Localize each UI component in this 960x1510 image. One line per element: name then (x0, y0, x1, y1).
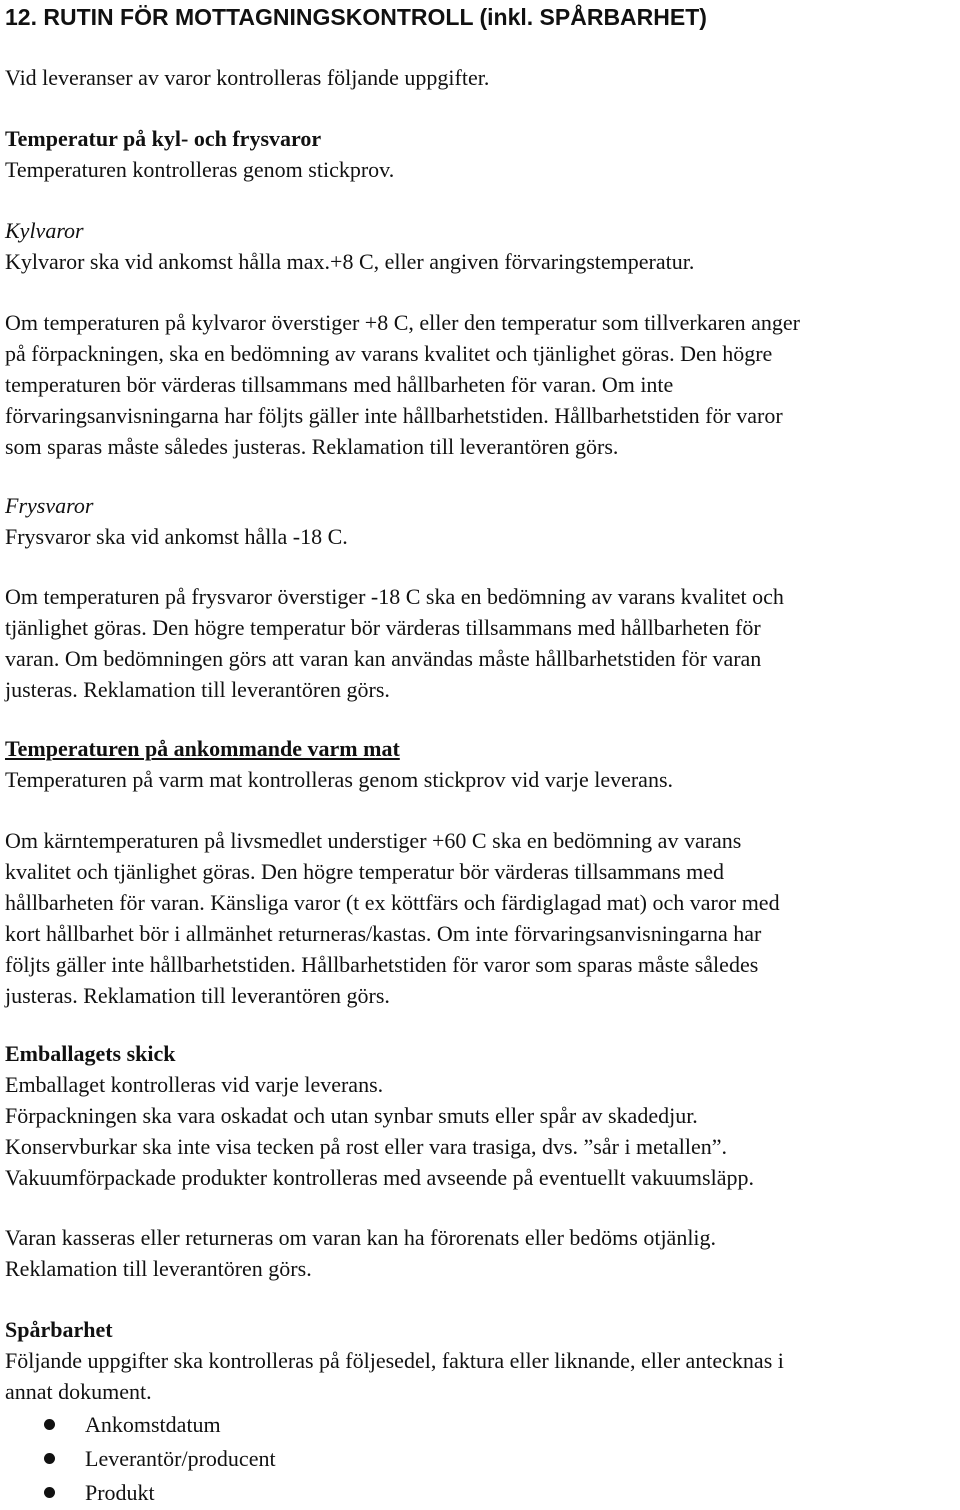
kylvaror-para-line: som sparas måste således justeras. Reklamation till leverantören görs. (5, 434, 619, 459)
page-title: 12. RUTIN FÖR MOTTAGNINGSKONTROLL (inkl. SPÅRBARHET) (5, 4, 707, 30)
subheading-frysvaror: Frysvaror (5, 493, 94, 518)
frysvaror-paragraph (5, 581, 957, 705)
subheading-kylvaror: Kylvaror (5, 218, 84, 243)
section-frysvaror (5, 490, 957, 552)
frysvaror-text: Frysvaror ska vid ankomst hålla -18 C. (5, 524, 348, 549)
varm-mat-paragraph (5, 825, 957, 1011)
bullet-icon (44, 1487, 55, 1498)
section-heading-varm-mat: Temperaturen på ankommande varm mat (5, 736, 400, 761)
intro-paragraph (5, 62, 957, 93)
emballage-paragraph (5, 1222, 957, 1284)
kylvaror-text: Kylvaror ska vid ankomst hålla max.+8 C, eller angiven förvaringstemperatur. (5, 249, 695, 274)
intro-text: Vid leveranser av varor kontrolleras följande uppgifter. (5, 65, 490, 90)
emballage-line: Emballaget kontrolleras vid varje leverans. (5, 1072, 384, 1097)
bullet-icon (44, 1453, 55, 1464)
varm-mat-para-line: följts gäller inte hållbarhetstiden. Hållbarhetstiden för varor som sparas måste således (5, 952, 759, 977)
section-emballage (5, 1038, 957, 1193)
emballage-para-line: Reklamation till leverantören görs. (5, 1256, 312, 1281)
section-heading-temp-kyl-frys: Temperatur på kyl- och frysvaror (5, 126, 322, 151)
section-text-temp-kyl-frys: Temperaturen kontrolleras genom stickprov. (5, 157, 395, 182)
varm-mat-para-line: hållbarheten för varan. Känsliga varor (t ex köttfärs och färdiglagad mat) och varor med (5, 890, 780, 915)
kylvaror-para-line: temperaturen bör värderas tillsammans med hållbarheten för varan. Om inte (5, 372, 674, 397)
emballage-line: Förpackningen ska vara oskadat och utan synbar smuts eller spår av skadedjur. (5, 1103, 698, 1128)
varm-mat-para-line: justeras. Reklamation till leverantören görs. (5, 983, 390, 1008)
emballage-line: Vakuumförpackade produkter kontrolleras med avseende på eventuellt vakuumsläpp. (5, 1165, 754, 1190)
sparbarhet-para-line: annat dokument. (5, 1379, 152, 1404)
list-item (5, 1408, 276, 1442)
emballage-para-line: Varan kasseras eller returneras om varan kan ha förorenats eller bedöms otjänlig. (5, 1225, 717, 1250)
varm-mat-para-line: Om kärntemperaturen på livsmedlet understiger +60 C ska en bedömning av varans (5, 828, 742, 853)
kylvaror-para-line: på förpackningen, ska en bedömning av varans kvalitet och tjänlighet göras. Den högre (5, 341, 773, 366)
section-heading-sparbarhet: Spårbarhet (5, 1317, 113, 1342)
section-sparbarhet (5, 1314, 957, 1407)
varm-mat-para-line: kort hållbarhet bör i allmänhet returneras/kastas. Om inte förvaringsanvisningarna har (5, 921, 762, 946)
list-item-label: Leverantör/producent (85, 1446, 276, 1471)
frysvaror-para-line: Om temperaturen på frysvaror överstiger -18 C ska en bedömning av varans kvalitet och (5, 584, 784, 609)
kylvaror-para-line: Om temperaturen på kylvaror överstiger +8 C, eller den temperatur som tillverkaren anger (5, 310, 800, 335)
section-temp-kyl-frys (5, 123, 957, 185)
bullet-icon (44, 1419, 55, 1430)
varm-mat-para-line: kvalitet och tjänlighet göras. Den högre temperatur bör värderas tillsammans med (5, 859, 725, 884)
list-item (5, 1476, 276, 1510)
sparbarhet-list (5, 1408, 276, 1510)
list-item (5, 1442, 276, 1476)
section-heading-emballage: Emballagets skick (5, 1041, 176, 1066)
sparbarhet-para-line: Följande uppgifter ska kontrolleras på följesedel, faktura eller liknande, eller antecknas i (5, 1348, 784, 1373)
kylvaror-paragraph (5, 307, 957, 462)
list-item-label: Produkt (85, 1480, 155, 1505)
varm-mat-text: Temperaturen på varm mat kontrolleras genom stickprov vid varje leverans. (5, 767, 674, 792)
kylvaror-para-line: förvaringsanvisningarna har följts gäller inte hållbarhetstiden. Hållbarhetstiden för varor (5, 403, 783, 428)
section-varm-mat (5, 733, 957, 795)
list-item-label: Ankomstdatum (85, 1412, 221, 1437)
emballage-line: Konservburkar ska inte visa tecken på rost eller vara trasiga, dvs. ”sår i metallen”. (5, 1134, 728, 1159)
section-kylvaror (5, 215, 957, 277)
frysvaror-para-line: tjänlighet göras. Den högre temperatur bör värderas tillsammans med hållbarheten för (5, 615, 761, 640)
frysvaror-para-line: justeras. Reklamation till leverantören görs. (5, 677, 390, 702)
frysvaror-para-line: varan. Om bedömningen görs att varan kan användas måste hållbarhetstiden för varan (5, 646, 762, 671)
